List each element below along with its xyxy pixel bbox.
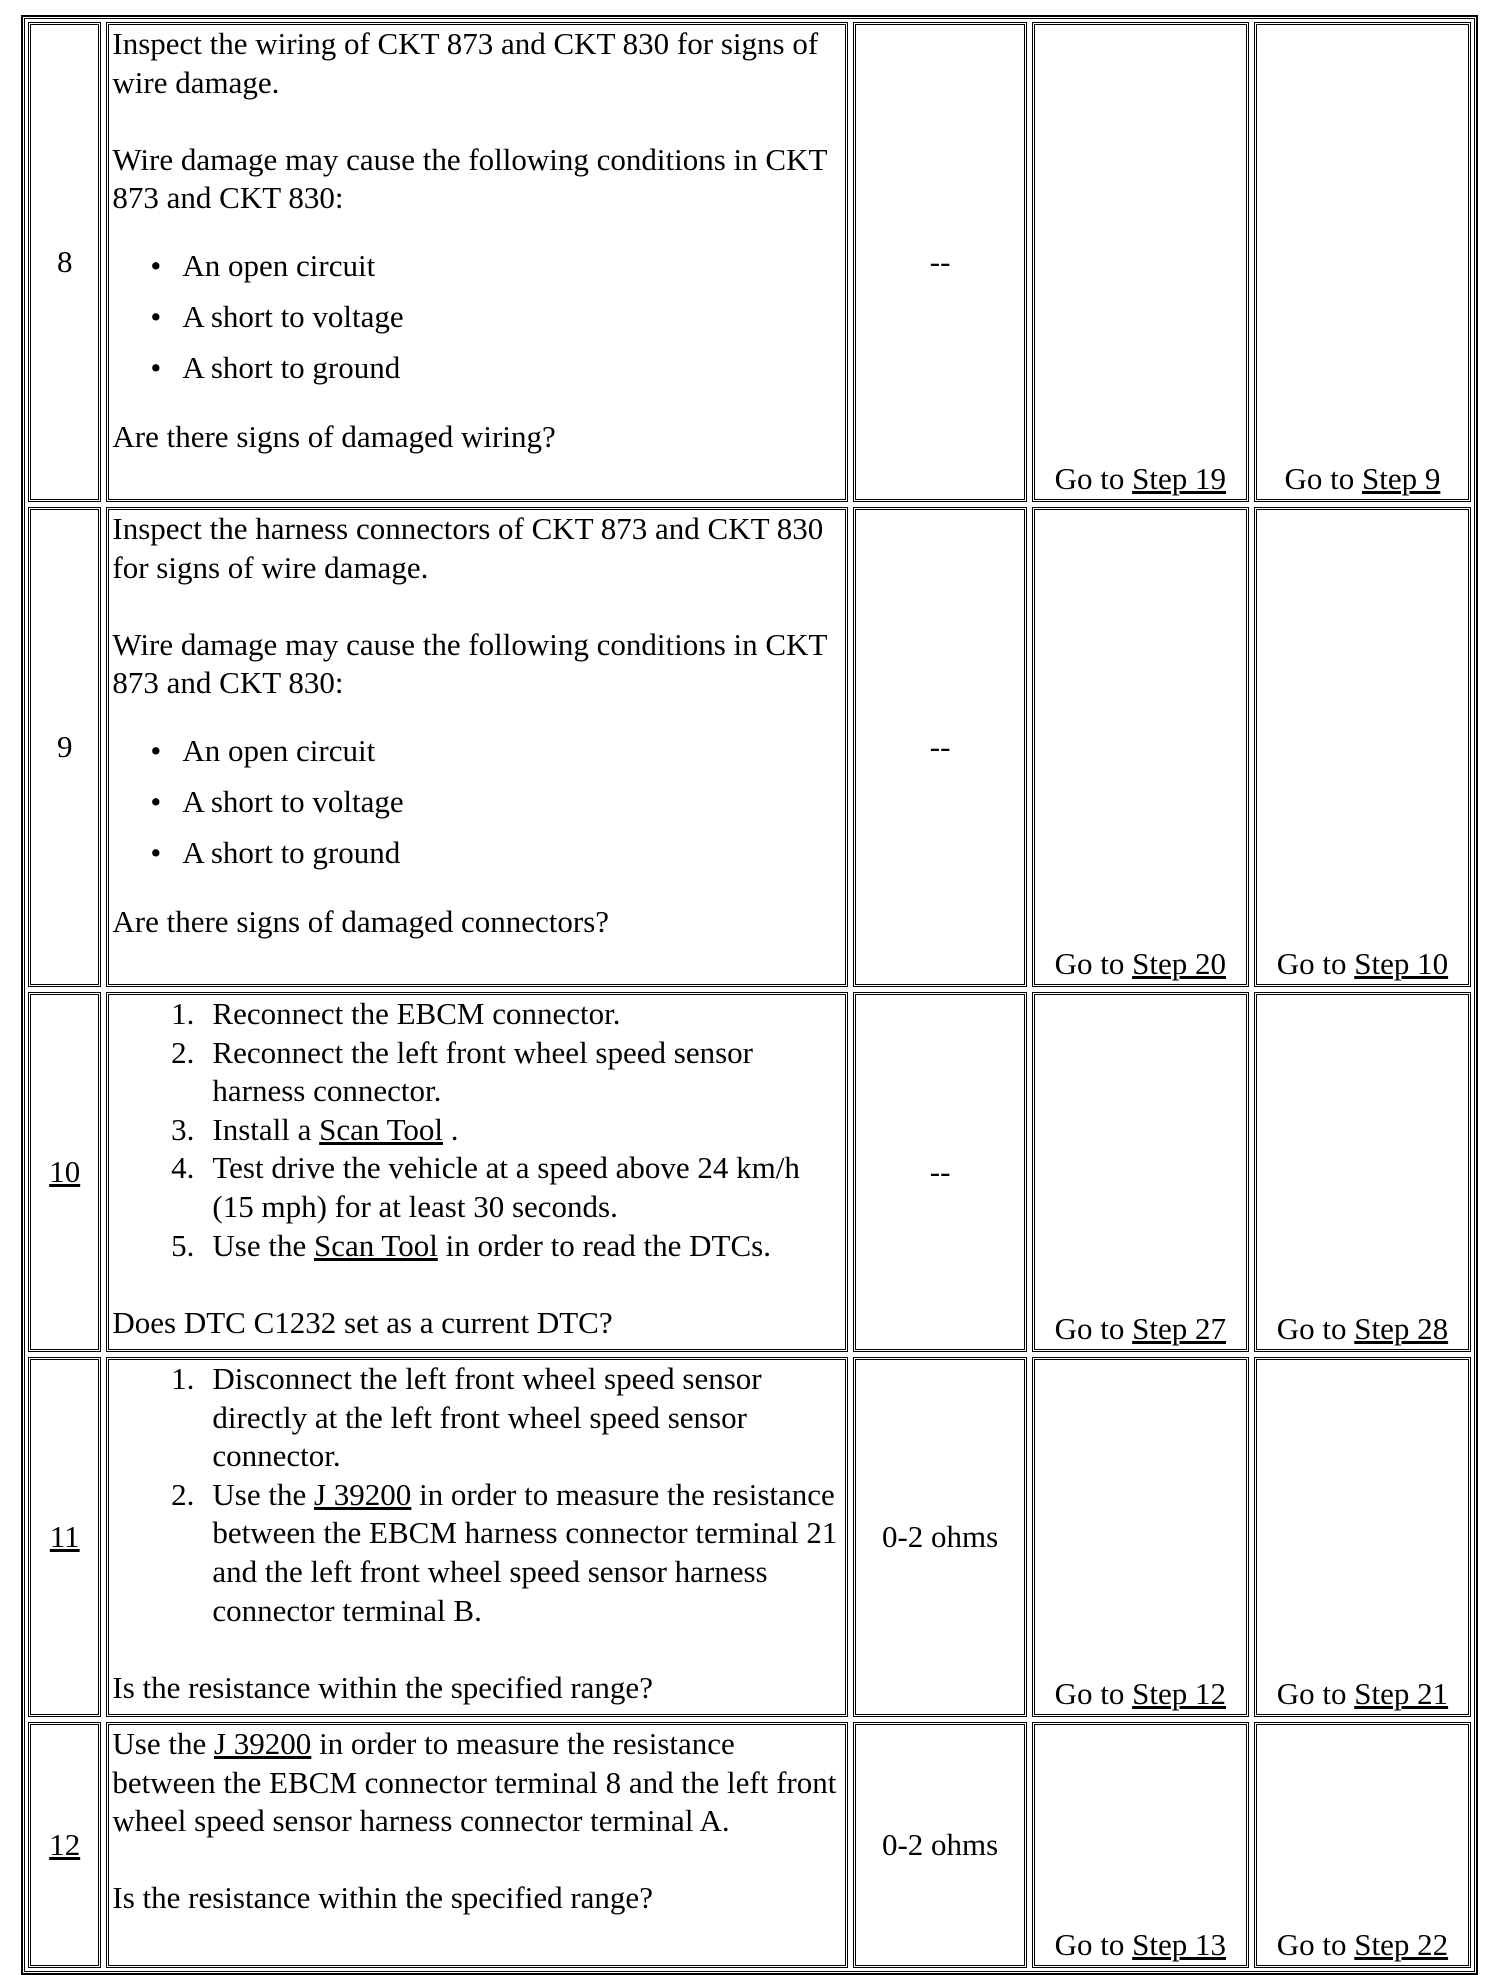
yes-prefix: Go to (1054, 1927, 1133, 1963)
action-question: Is the resistance within the specified range? (112, 1669, 653, 1705)
value-text: -- (929, 1153, 951, 1189)
item-text: Disconnect the left front wheel speed sensor directly at the left front wheel speed sensor connector. (212, 1361, 762, 1474)
action-question: Does DTC C1232 set as a current DTC? (112, 1304, 613, 1340)
yes-prefix: Go to (1054, 946, 1133, 982)
yes-cell (1032, 992, 1249, 1352)
action-text-pre: Use the (112, 1726, 214, 1761)
list-item: • A short to ground (182, 349, 840, 388)
item-text-post: in order to measure the resistance between the EBCM harness connector terminal 21 and the left front wheel speed sensor harness connector terminal B. (212, 1476, 838, 1628)
list-item (171, 1149, 840, 1226)
value-text: 0-2 ohms (881, 1826, 999, 1862)
yes-cell (1032, 1357, 1249, 1717)
no-cell (1254, 22, 1471, 502)
table-row (28, 1357, 1471, 1717)
list-item: • A short to ground (182, 834, 840, 873)
list-item (171, 1360, 840, 1476)
item-text-pre: Use the (212, 1227, 314, 1263)
item-number: 1. (171, 996, 195, 1031)
yes-step-link[interactable]: Step 20 (1132, 946, 1226, 982)
list-item (171, 1034, 840, 1111)
action-instruction (112, 1725, 840, 1841)
step-number-cell (28, 507, 101, 987)
action-cell (106, 507, 848, 987)
item-text-pre: Install a (212, 1111, 320, 1147)
table-row (28, 22, 1471, 502)
action-question: Are there signs of damaged wiring? (112, 418, 556, 454)
scan-tool-link[interactable]: Scan Tool (313, 1227, 438, 1263)
j39200-link[interactable]: J 39200 (213, 1726, 312, 1761)
action-intro: Inspect the harness connectors of CKT 873 and CKT 830 for signs of wire damage. (112, 511, 824, 585)
no-cell (1254, 1357, 1471, 1717)
action-conditions: Wire damage may cause the following conditions in CKT 873 and CKT 830: (112, 626, 827, 701)
step-number-cell (28, 1357, 101, 1717)
action-question: Are there signs of damaged connectors? (112, 903, 610, 939)
no-step-link[interactable]: Step 28 (1354, 1311, 1449, 1347)
procedure-list (112, 995, 840, 1265)
step-number-link[interactable]: 11 (49, 1518, 80, 1554)
no-step-link[interactable]: Step 10 (1354, 946, 1449, 982)
scan-tool-link[interactable]: Scan Tool (319, 1111, 443, 1147)
no-cell (1254, 992, 1471, 1352)
no-prefix: Go to (1276, 1927, 1355, 1963)
list-item: • A short to voltage (182, 783, 840, 822)
action-intro: Inspect the wiring of CKT 873 and CKT 830 for signs of wire damage. (112, 26, 819, 100)
step-number-cell (28, 22, 101, 502)
value-cell (853, 992, 1026, 1352)
action-cell (106, 1722, 848, 1968)
condition-list (112, 732, 840, 873)
procedure-list (112, 1360, 840, 1630)
list-item: • An open circuit (182, 732, 840, 771)
yes-prefix: Go to (1054, 1311, 1133, 1347)
yes-step-link[interactable]: Step 12 (1132, 1676, 1226, 1712)
item-number: 2. (171, 1476, 195, 1512)
item-text-post: in order to read the DTCs. (437, 1227, 771, 1263)
j39200-link[interactable]: J 39200 (313, 1476, 412, 1512)
action-text-post: in order to measure the resistance between the EBCM connector terminal 8 and the left front wheel speed sensor harness connector terminal A. (112, 1726, 837, 1839)
step-number: 9 (56, 728, 73, 764)
yes-cell (1032, 1722, 1249, 1968)
no-step-link[interactable]: Step 9 (1361, 461, 1441, 497)
yes-prefix: Go to (1054, 1676, 1133, 1712)
value-cell (853, 507, 1026, 987)
action-cell (106, 22, 848, 502)
step-number: 8 (56, 243, 73, 279)
action-conditions: Wire damage may cause the following conditions in CKT 873 and CKT 830: (112, 141, 827, 216)
value-cell (853, 22, 1026, 502)
item-text: Reconnect the EBCM connector. (212, 996, 621, 1031)
value-text: -- (929, 728, 951, 764)
table-row (28, 1722, 1471, 1968)
yes-step-link[interactable]: Step 27 (1132, 1311, 1226, 1347)
no-cell (1254, 507, 1471, 987)
no-prefix: Go to (1276, 946, 1355, 982)
list-item: • An open circuit (182, 247, 840, 286)
yes-step-link[interactable]: Step 19 (1132, 461, 1226, 497)
no-prefix: Go to (1284, 461, 1362, 497)
step-number-cell (28, 992, 101, 1352)
list-item: • A short to voltage (182, 298, 840, 337)
yes-prefix: Go to (1054, 461, 1133, 497)
item-text: Test drive the vehicle at a speed above 24 km/h (15 mph) for at least 30 seconds. (212, 1150, 800, 1224)
no-prefix: Go to (1276, 1311, 1355, 1347)
item-number: 3. (171, 1111, 195, 1147)
step-number-link[interactable]: 10 (49, 1153, 81, 1189)
yes-cell (1032, 22, 1249, 502)
item-number: 1. (171, 1361, 195, 1396)
step-number-cell (28, 1722, 101, 1968)
no-prefix: Go to (1276, 1676, 1355, 1712)
action-cell (106, 1357, 848, 1717)
table-row (28, 507, 1471, 987)
item-number: 2. (171, 1034, 195, 1070)
list-item (171, 1227, 840, 1266)
item-text-post: . (442, 1111, 459, 1147)
list-item (171, 995, 840, 1034)
yes-step-link[interactable]: Step 13 (1132, 1927, 1226, 1963)
value-cell (853, 1722, 1026, 1968)
item-text-pre: Use the (212, 1476, 314, 1512)
action-question: Is the resistance within the specified range? (112, 1880, 653, 1916)
step-number-link[interactable]: 12 (49, 1826, 81, 1862)
no-cell (1254, 1722, 1471, 1968)
value-text: 0-2 ohms (881, 1518, 999, 1554)
list-item (171, 1111, 840, 1150)
table-row (28, 992, 1471, 1352)
list-item (171, 1476, 840, 1630)
no-step-link[interactable]: Step 22 (1354, 1927, 1449, 1963)
no-step-link[interactable]: Step 21 (1354, 1676, 1449, 1712)
diagnostic-table (21, 15, 1478, 1975)
value-cell (853, 1357, 1026, 1717)
value-text: -- (929, 243, 951, 279)
condition-list (112, 247, 840, 388)
yes-cell (1032, 507, 1249, 987)
item-text: Reconnect the left front wheel speed sensor harness connector. (212, 1034, 753, 1109)
item-number: 4. (171, 1150, 195, 1186)
item-number: 5. (171, 1227, 195, 1263)
action-cell (106, 992, 848, 1352)
